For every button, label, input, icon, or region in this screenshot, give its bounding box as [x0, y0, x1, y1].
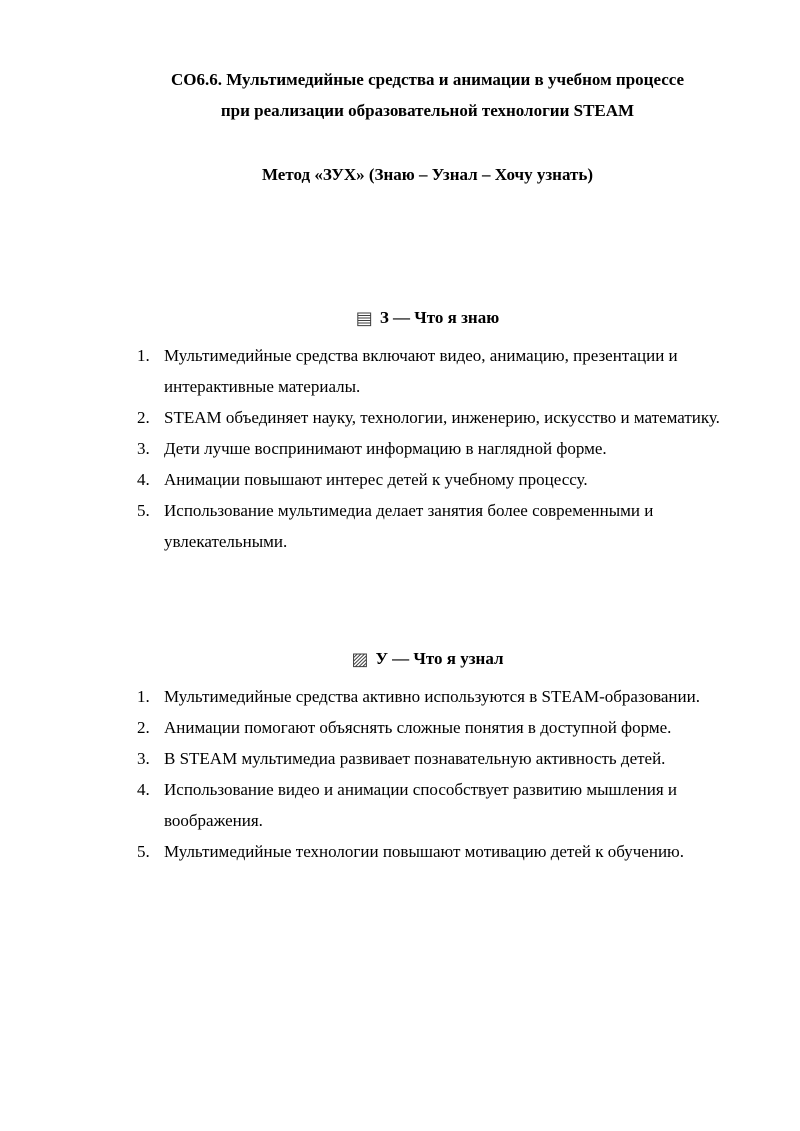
learned-list [137, 681, 740, 867]
document-title [115, 64, 740, 126]
list-item [137, 774, 740, 836]
list-text: Мультимедийные средства включают видео, анимацию, презентации и интерактивные материалы. [164, 346, 678, 396]
list-number: 3. [137, 749, 150, 768]
list-item [137, 402, 740, 433]
document-title-line-1: СО6.6. Мультимедийные средства и анимации в учебном процессе [170, 70, 685, 89]
list-number: 1. [137, 346, 150, 365]
list-item [137, 495, 740, 557]
list-number: 4. [137, 470, 150, 489]
diagonal-hatch-square-icon: ▨ [351, 649, 369, 670]
section-learned-heading-text: У — Что я узнал [375, 649, 504, 668]
list-item [137, 836, 740, 867]
section-know [115, 302, 740, 557]
list-item [137, 433, 740, 464]
list-number: 1. [137, 687, 150, 706]
list-item [137, 743, 740, 774]
list-item [137, 681, 740, 712]
list-text: Использование мультимедиа делает занятия более современными и увлекательными. [164, 501, 654, 551]
section-learned-heading [115, 643, 740, 675]
section-learned [115, 643, 740, 867]
know-list [137, 340, 740, 557]
list-text: Мультимедийные средства активно используются в STEAM-образовании. [164, 687, 700, 706]
document-subtitle: Метод «ЗУХ» (Знаю – Узнал – Хочу узнать) [261, 165, 594, 184]
list-item [137, 712, 740, 743]
list-text: В STEAM мультимедиа развивает познавательную активность детей. [164, 749, 666, 768]
section-know-heading [115, 302, 740, 334]
list-text: Дети лучше воспринимают информацию в наглядной форме. [164, 439, 607, 458]
list-number: 2. [137, 718, 150, 737]
list-item [137, 340, 740, 402]
list-number: 3. [137, 439, 150, 458]
list-number: 4. [137, 780, 150, 799]
list-text: Использование видео и анимации способствует развитию мышления и воображения. [164, 780, 677, 830]
list-text: Мультимедийные технологии повышают мотивацию детей к обучению. [164, 842, 684, 861]
document-title-line-2: при реализации образовательной технологии STEAM [220, 101, 635, 120]
list-item [137, 464, 740, 495]
list-number: 2. [137, 408, 150, 427]
list-text: Анимации помогают объяснять сложные понятия в доступной форме. [164, 718, 672, 737]
section-know-heading-text: З — Что я знаю [379, 308, 500, 327]
horizontal-hatch-square-icon: ▤ [355, 308, 373, 329]
list-number: 5. [137, 501, 150, 520]
list-text: STEAM объединяет науку, технологии, инженерию, искусство и математику. [164, 408, 720, 427]
list-text: Анимации повышают интерес детей к учебному процессу. [164, 470, 588, 489]
list-number: 5. [137, 842, 150, 861]
